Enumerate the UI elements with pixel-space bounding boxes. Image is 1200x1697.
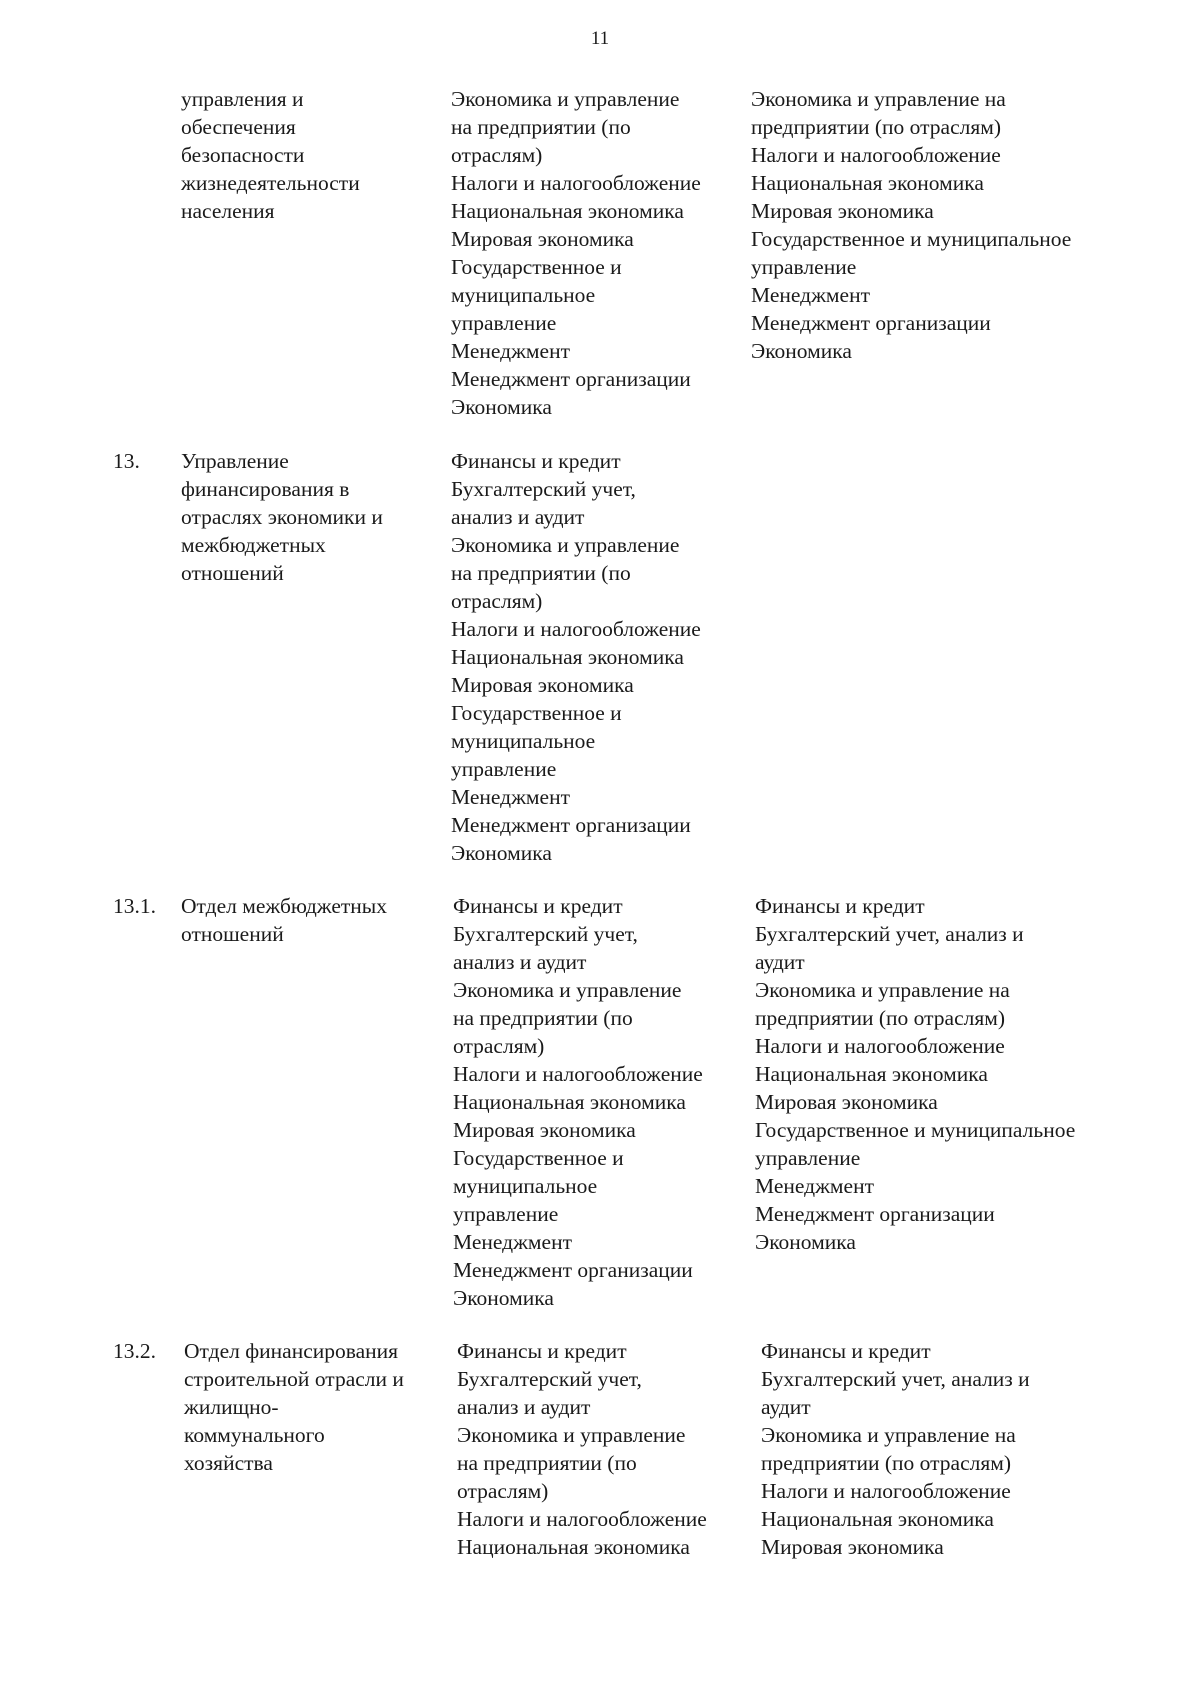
cell-line: безопасности bbox=[181, 143, 305, 167]
cell-line: Национальная экономика bbox=[755, 1062, 988, 1086]
cell-line: Отдел межбюджетных bbox=[181, 894, 388, 918]
cell-line: коммунального bbox=[184, 1423, 325, 1447]
cell-line: Финансы и кредит bbox=[453, 894, 623, 918]
cell-line: Управление bbox=[181, 449, 289, 473]
specialties-list bbox=[451, 892, 753, 1312]
cell-line: Менеджмент организации bbox=[453, 1258, 693, 1282]
table-row bbox=[113, 1337, 1133, 1561]
cell-line: предприятии (по отраслям) bbox=[751, 115, 1002, 139]
cell-line: Мировая экономика bbox=[761, 1535, 944, 1559]
cell-line: Финансы и кредит bbox=[755, 894, 925, 918]
cell-line: Финансы и кредит bbox=[457, 1339, 627, 1363]
cell-line: Национальная экономика bbox=[451, 199, 684, 223]
cell-line: жизнедеятельности bbox=[181, 171, 360, 195]
cell-line: Налоги и налогообложение bbox=[453, 1062, 703, 1086]
cell-line: Национальная экономика bbox=[457, 1535, 690, 1559]
cell-line: населения bbox=[181, 199, 275, 223]
cell-line: жилищно- bbox=[184, 1395, 279, 1419]
cell-line: на предприятии (по bbox=[451, 561, 631, 585]
cell-line: Мировая экономика bbox=[755, 1090, 938, 1114]
cell-line: отношений bbox=[181, 922, 284, 946]
cell-line: управления и bbox=[181, 87, 304, 111]
cell-line: обеспечения bbox=[181, 115, 296, 139]
cell-line: Национальная экономика bbox=[453, 1090, 686, 1114]
cell-line: Экономика bbox=[755, 1230, 856, 1254]
cell-line: на предприятии (по bbox=[451, 115, 631, 139]
cell-line: муниципальное bbox=[451, 283, 596, 307]
cell-line: Менеджмент bbox=[451, 339, 570, 363]
specialties-list-alt bbox=[751, 85, 1133, 421]
cell-line: Бухгалтерский учет, анализ и bbox=[755, 922, 1024, 946]
cell-line: Национальная экономика bbox=[751, 171, 984, 195]
cell-line: Государственное и bbox=[453, 1146, 624, 1170]
cell-line: Бухгалтерский учет, анализ и bbox=[761, 1367, 1030, 1391]
department-name bbox=[181, 85, 451, 421]
cell-line: Бухгалтерский учет, bbox=[451, 477, 636, 501]
qualification-table bbox=[113, 86, 1133, 1561]
cell-line: Государственное и муниципальное bbox=[755, 1118, 1076, 1142]
cell-line: отраслям) bbox=[451, 143, 543, 167]
specialties-list-alt bbox=[753, 892, 1137, 1312]
cell-line: отраслям) bbox=[457, 1479, 549, 1503]
cell-line: аудит bbox=[761, 1395, 811, 1419]
cell-line: отраслям) bbox=[453, 1034, 545, 1058]
cell-line: анализ и аудит bbox=[453, 950, 587, 974]
specialties-list-alt bbox=[757, 1337, 1143, 1561]
cell-line: Бухгалтерский учет, bbox=[453, 922, 638, 946]
cell-line: Менеджмент bbox=[453, 1230, 572, 1254]
specialties-list-alt bbox=[751, 447, 1133, 867]
cell-line: Экономика bbox=[453, 1286, 554, 1310]
cell-line: Экономика bbox=[751, 339, 852, 363]
department-name bbox=[181, 447, 451, 867]
cell-line: Национальная экономика bbox=[761, 1507, 994, 1531]
cell-line: строительной отрасли и bbox=[184, 1367, 404, 1391]
cell-line: управление bbox=[451, 311, 557, 335]
cell-line: Менеджмент bbox=[751, 283, 870, 307]
cell-line: предприятии (по отраслям) bbox=[755, 1006, 1006, 1030]
cell-line: Бухгалтерский учет, bbox=[457, 1367, 642, 1391]
cell-line: муниципальное bbox=[451, 729, 596, 753]
cell-line: управление bbox=[755, 1146, 861, 1170]
cell-line: Экономика и управление bbox=[451, 87, 680, 111]
cell-line: хозяйства bbox=[184, 1451, 273, 1475]
cell-line: Налоги и налогообложение bbox=[761, 1479, 1011, 1503]
cell-line: Менеджмент организации bbox=[451, 367, 691, 391]
cell-line: Налоги и налогообложение bbox=[451, 171, 701, 195]
page-number: 11 bbox=[590, 28, 610, 49]
cell-line: анализ и аудит bbox=[457, 1395, 591, 1419]
table-row bbox=[113, 86, 1133, 421]
cell-line: Финансы и кредит bbox=[451, 449, 621, 473]
cell-line: Экономика bbox=[451, 395, 552, 419]
specialties-list bbox=[451, 447, 751, 867]
cell-line: управление bbox=[451, 757, 557, 781]
table-row bbox=[113, 447, 1133, 867]
cell-line: Мировая экономика bbox=[751, 199, 934, 223]
row-number bbox=[113, 86, 181, 421]
cell-line: Экономика и управление bbox=[453, 978, 682, 1002]
cell-line: финансирования в bbox=[181, 477, 350, 501]
cell-line: управление bbox=[453, 1202, 559, 1226]
cell-line: Государственное и bbox=[451, 255, 622, 279]
cell-line: Налоги и налогообложение bbox=[457, 1507, 707, 1531]
specialties-list bbox=[451, 85, 751, 421]
cell-line: Менеджмент bbox=[755, 1174, 874, 1198]
cell-line: Финансы и кредит bbox=[761, 1339, 931, 1363]
cell-line: Менеджмент организации bbox=[751, 311, 991, 335]
specialties-list bbox=[454, 1337, 757, 1561]
cell-line: Экономика и управление на bbox=[761, 1423, 1016, 1447]
cell-line: аудит bbox=[755, 950, 805, 974]
cell-line: Отдел финансирования bbox=[184, 1339, 399, 1363]
cell-line: Экономика и управление bbox=[451, 533, 680, 557]
cell-line: Налоги и налогообложение bbox=[451, 617, 701, 641]
cell-line: Экономика bbox=[451, 841, 552, 865]
cell-line: на предприятии (по bbox=[457, 1451, 637, 1475]
row-number: 13. bbox=[113, 449, 140, 473]
cell-line: анализ и аудит bbox=[451, 505, 585, 529]
cell-line: управление bbox=[751, 255, 857, 279]
cell-line: на предприятии (по bbox=[453, 1006, 633, 1030]
cell-line: отношений bbox=[181, 561, 284, 585]
cell-line: Экономика и управление на bbox=[751, 87, 1006, 111]
cell-line: отраслям) bbox=[451, 589, 543, 613]
table-row bbox=[113, 892, 1133, 1312]
department-name bbox=[181, 892, 451, 1312]
cell-line: Государственное и bbox=[451, 701, 622, 725]
cell-line: Государственное и муниципальное bbox=[751, 227, 1072, 251]
cell-line: межбюджетных bbox=[181, 533, 326, 557]
cell-line: Налоги и налогообложение bbox=[751, 143, 1001, 167]
cell-line: предприятии (по отраслям) bbox=[761, 1451, 1012, 1475]
cell-line: Менеджмент организации bbox=[451, 813, 691, 837]
cell-line: Мировая экономика bbox=[451, 673, 634, 697]
cell-line: Мировая экономика bbox=[453, 1118, 636, 1142]
department-name bbox=[181, 1337, 454, 1561]
cell-line: Менеджмент bbox=[451, 785, 570, 809]
cell-line: муниципальное bbox=[453, 1174, 598, 1198]
cell-line: Экономика и управление на bbox=[755, 978, 1010, 1002]
cell-line: Экономика и управление bbox=[457, 1423, 686, 1447]
cell-line: Мировая экономика bbox=[451, 227, 634, 251]
row-number: 13.2. bbox=[113, 1339, 156, 1363]
cell-line: Менеджмент организации bbox=[755, 1202, 995, 1226]
cell-line: Национальная экономика bbox=[451, 645, 684, 669]
row-number: 13.1. bbox=[113, 894, 156, 918]
cell-line: Налоги и налогообложение bbox=[755, 1034, 1005, 1058]
cell-line: отраслях экономики и bbox=[181, 505, 383, 529]
